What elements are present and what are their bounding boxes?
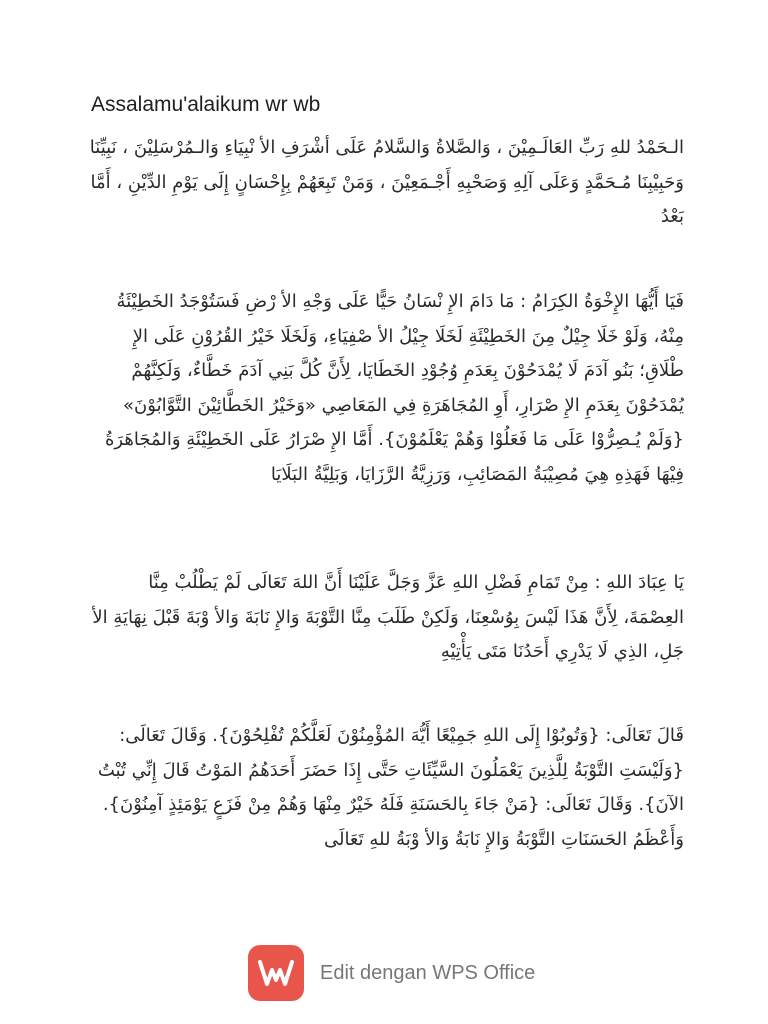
wps-office-logo-icon (248, 945, 304, 1001)
paragraph-sin-and-persistence: فَيَا أَيُّهَا الإِخْوَةُ الكِرَامُ : مَا دَامَ الإِ نْسَانُ حَيًّا عَلَى وَجْهِ الأ رْضِ فَسَتُوْجَدُ الخَطِيْئَةُ مِنْهُ، وَلَوْ خَلَا جِيْلٌ مِنَ الخَطِيْئَةِ لَخَلَا جِيْلُ الأ صْفِيَاءِ، وَلَخَلَا خَيْرُ القُرُوْنِ عَلَى الإِ طْلَاقِ؛ بَنُو آدَمَ لَا يُمْدَحُوْنَ بِعَدَمِ وُجُوْدِ الخَطَايَا، لِأَنَّ كُلَّ بَنِي آدَمَ خَطَّاءٌ، وَلَكِنَّهُمْ يُمْدَحُوْنَ بِعَدَمِ الإِ صْرَارِ، أَوِ المُجَاهَرَةِ فِي المَعَاصِي «وَخَيْرُ الخَطَّائِيْنَ التَّوَّابُوْنَ» {وَلَمْ يُـصِرُّوْا عَلَى مَا فَعَلُوْا وَهُمْ يَعْلَمُوْنَ}. أَمَّا الإِ صْرَارُ عَلَى الخَطِيْئَةِ وَالمُجَاهَرَةُ فِيْهَا فَهَذِهِ هِيَ مُصِيْبَةُ المَصَائِبِ، وَرَزِيَّةُ الرَّزَايَا، وَبَلِيَّةُ البَلَايَا (104, 291, 684, 485)
edit-with-wps-button[interactable] (248, 943, 535, 1003)
edit-with-wps-label: Edit dengan WPS Office (320, 961, 536, 984)
paragraph-opening: الـحَمْدُ للهِ رَبِّ العَالَـمِيْنَ ، وَالصَّلاةُ وَالسَّلامُ عَلَى أشْرَفِ الأ نْبِيَاءِ وَالـمُرْسَلِيْنَ ، نَبِيِّنَا وَحَبِيْبِنَا مُـحَمَّدٍ وَعَلَى آلِهِ وَصَحْبِهِ أَجْـمَعِيْنَ ، وَمَنْ تَبِعَهُمْ بِإِحْسَانٍ إِلَى يَوْمِ الدِّيْنِ ، أَمَّا بَعْدُ (89, 137, 684, 227)
paragraph-repentance-request: يَا عِبَادَ اللهِ : مِنْ تَمَامِ فَضْلِ اللهِ عَزَّ وَجَلَّ عَلَيْنَا أَنَّ اللهَ تَعَالَى لَمْ يَطْلُبْ مِنَّا العِصْمَةَ، لِأَنَّ هَذَا لَيْسَ بِوُسْعِنَا، وَلَكِنْ طَلَبَ مِنَّا التَّوْبَةَ وَالإِ نَابَةَ وَالأ وْبَةَ قَبْلَ نِهَايَةِ الأ جَلِ، الذِي لَا يَدْرِي أَحَدُنَا مَتَى يَأْتِيْهِ (92, 572, 684, 662)
greeting-heading: Assalamu'alaikum wr wb (91, 93, 321, 116)
paragraph-quran-verses: قَالَ تَعَالَى: {وَتُوبُوْا إِلَى اللهِ جَمِيْعًا أَيُّهَ المُؤْمِنُوْنَ لَعَلَّكُمْ تُفْلِحُوْنَ}. وَقَالَ تَعَالَى: {وَلَيْسَتِ التَّوْبَةُ لِلَّذِينَ يَعْمَلُونَ السَّيِّئَاتِ حَتَّى إِذَا حَضَرَ أَحَدَهُمُ المَوْتُ قَالَ إِنِّي تُبْتُ الآنَ}. وَقَالَ تَعَالَى: {مَنْ جَاءَ بِالحَسَنَةِ فَلَهُ خَيْرٌ مِنْهَا وَهُمْ مِنْ فَزَعٍ يَوْمَئِذٍ آمِنُوْنَ}. وَأَعْظَمُ الحَسَنَاتِ التَّوْبَةُ وَالإِ نَابَةُ وَالأ وْبَةُ للهِ تَعَالَى (97, 725, 684, 850)
